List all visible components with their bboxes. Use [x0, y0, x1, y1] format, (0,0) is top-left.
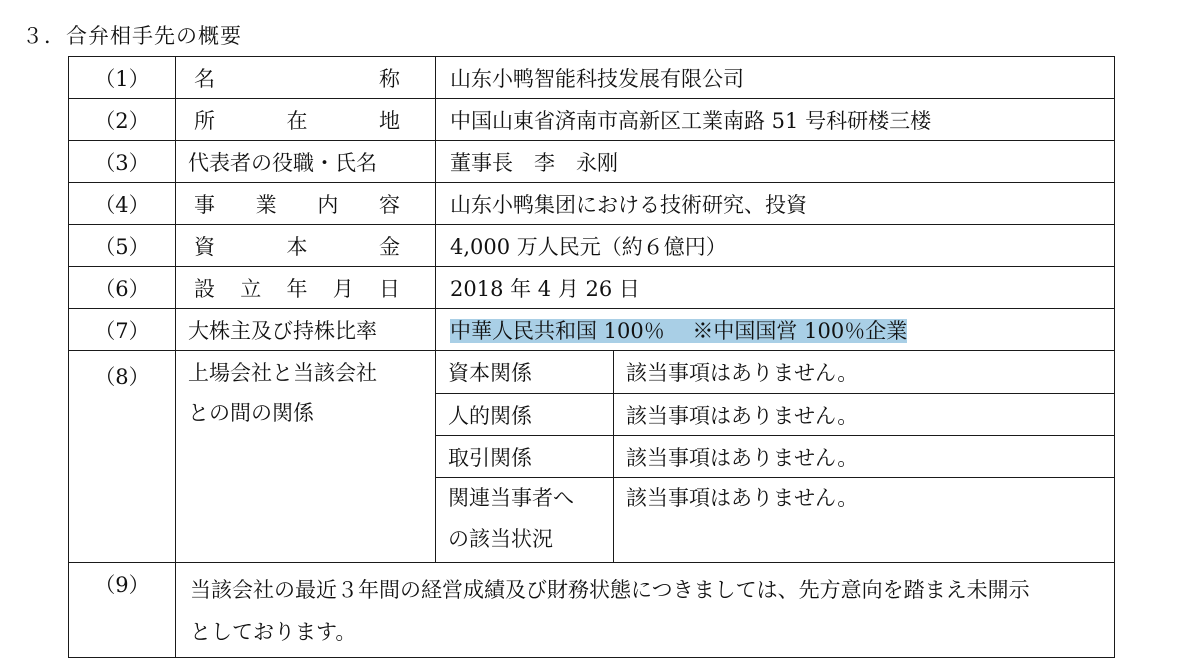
- row-value: 山东小鸭智能科技发展有限公司: [436, 57, 1115, 99]
- row-number: （2）: [69, 99, 176, 141]
- label-char: 所: [194, 108, 215, 133]
- row-value: 董事長 李 永刚: [436, 141, 1115, 183]
- row-label: [176, 225, 436, 267]
- row-number: （7）: [69, 309, 176, 351]
- label-char: 本: [286, 234, 308, 259]
- row-number: （8）: [69, 351, 176, 563]
- label-char: 地: [379, 108, 400, 133]
- row-number: （4）: [69, 183, 176, 225]
- row-name: [69, 57, 1115, 99]
- relation-value: 該当事項はありません。: [614, 478, 1115, 563]
- relation-name-line: の該当状況: [448, 527, 553, 551]
- section-heading: ３．合弁相手先の概要: [22, 24, 242, 48]
- label-char: 称: [379, 66, 400, 91]
- label-char: 事: [194, 192, 215, 217]
- row-label: [176, 99, 436, 141]
- note-line: 当該会社の最近３年間の経営成績及び財務状態につきましては、先方意向を踏まえ未開示: [190, 578, 1030, 602]
- label-char: 日: [379, 276, 400, 301]
- relation-value: 該当事項はありません。: [614, 351, 1115, 394]
- label-char: 年: [286, 276, 308, 301]
- label-char: 容: [378, 192, 400, 217]
- row-value: 山东小鸭集团における技術研究、投資: [436, 183, 1115, 225]
- partner-overview-table: [68, 56, 1115, 658]
- label-char: 立: [240, 276, 262, 301]
- relation-value: 該当事項はありません。: [614, 436, 1115, 478]
- row-value: 4,000 万人民元（約６億円）: [436, 225, 1115, 267]
- row-value: 中国山東省済南市高新区工業南路 51 号科研楼三楼: [436, 99, 1115, 141]
- row-financials: [69, 563, 1115, 658]
- label-char: 在: [286, 108, 308, 133]
- relation-name: 人的関係: [436, 394, 614, 436]
- row-number: （5）: [69, 225, 176, 267]
- label-char: 業: [255, 192, 277, 217]
- row-value: 2018 年 4 月 26 日: [436, 267, 1115, 309]
- row-relations: [69, 351, 1115, 394]
- row-label: [176, 267, 436, 309]
- row-number: （1）: [69, 57, 176, 99]
- row-number: （9）: [69, 563, 176, 658]
- row-value: [436, 309, 1115, 351]
- row-number: （6）: [69, 267, 176, 309]
- row-note: [176, 563, 1115, 658]
- label-char: 設: [194, 276, 215, 301]
- row-shareholders: [69, 309, 1115, 351]
- row-number: （3）: [69, 141, 176, 183]
- row-label: [176, 57, 436, 99]
- row-label: [176, 351, 436, 563]
- relation-name: 取引関係: [436, 436, 614, 478]
- row-label: [176, 183, 436, 225]
- label-char: 月: [332, 276, 354, 301]
- label-char: 金: [379, 234, 400, 259]
- row-representative: [69, 141, 1115, 183]
- row-address: [69, 99, 1115, 141]
- row-business: [69, 183, 1115, 225]
- label-char: 内: [317, 192, 339, 217]
- highlighted-text: 中華人民共和国 100％ ※中国国営 100％企業: [450, 318, 908, 343]
- relation-name: [436, 478, 614, 563]
- label-line: 上場会社と当該会社: [188, 361, 377, 385]
- row-label: 代表者の役職・氏名: [176, 141, 436, 183]
- relation-name: 資本関係: [436, 351, 614, 394]
- row-capital: [69, 225, 1115, 267]
- relation-name-line: 関連当事者へ: [448, 486, 574, 510]
- row-label: 大株主及び持株比率: [176, 309, 436, 351]
- note-line: としております。: [190, 620, 357, 644]
- label-line: との間の関係: [188, 401, 314, 425]
- label-char: 名: [194, 66, 215, 91]
- row-established: [69, 267, 1115, 309]
- label-char: 資: [194, 234, 215, 259]
- relation-value: 該当事項はありません。: [614, 394, 1115, 436]
